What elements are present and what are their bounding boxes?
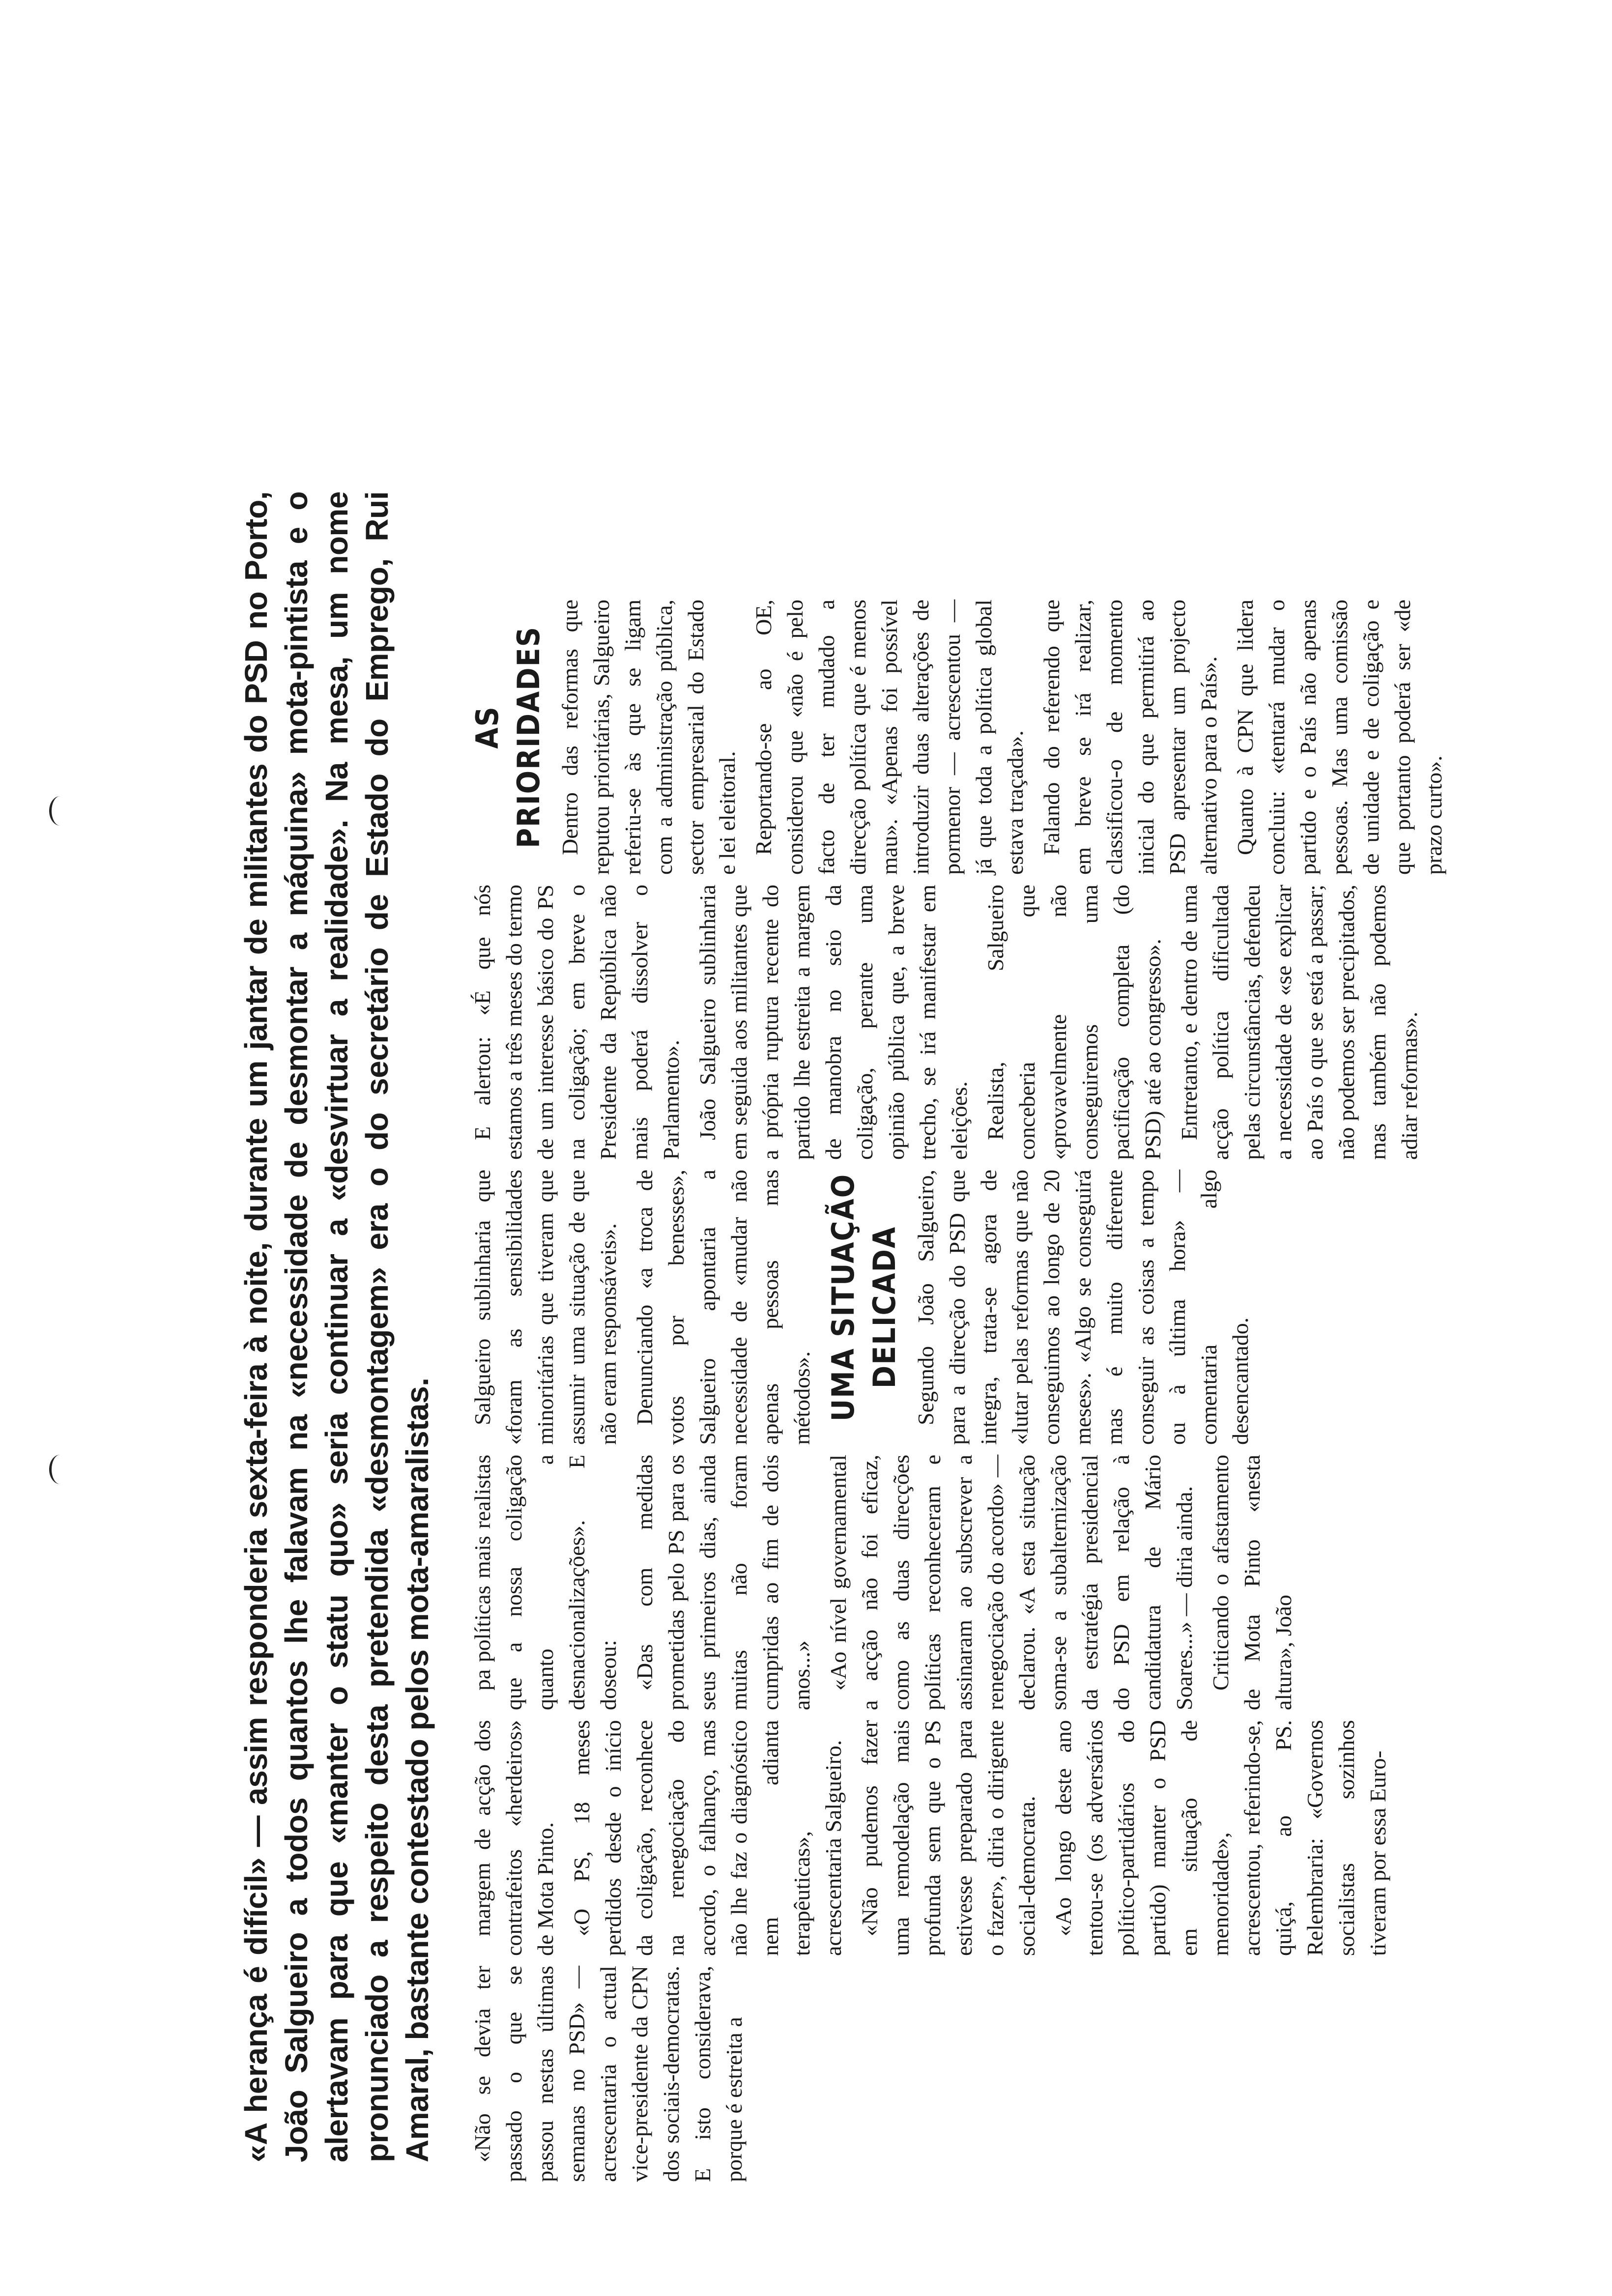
paragraph: margem de acção dos contrafeitos «herdeiros» de Mota Pinto. [470,1720,558,1956]
paragraph: Criticando o afastamento de Mota Pinto «nesta altura», João [1208,1455,1296,1710]
paragraph: «O PS, 18 meses perdidos desde o início da coligação, reconhece na renegociação do acordo, o falhanço, mas não lhe faz o diagnóstico nem adianta terapêuticas», acrescentaria Salgueiro. [569,1720,846,1956]
paragraph: Denunciando «a troca de votos por benesses», Salgueiro apontaria a necessidade de «mudar não apenas pessoas mas métodos». [632,1170,814,1445]
paragraph: E alertou: «É que nós estamos a três meses do termo de um interesse básico do PS na coligação; em breve o Presidente da República não mais poderá dissolver o Parlamento». [470,885,684,1160]
column-6 [467,600,1455,875]
paragraph: «Não pudemos fazer uma remodelação mais profunda sem que o PS estivesse preparado para o fazer», diria o dirigente social-democrata. [857,1720,1039,1956]
paragraph: «Ao nível governamental a acção não foi eficaz, como as duas direcções políticas reconheceram e assinaram ao subscrever a renegociação do acordo» — declarou. «A esta situação soma-se a subalternização da estratégia presidencial do PSD em relação à candidatura de Mário Soares...» — diria ainda. [826,1455,1197,1710]
rotated-article [236,138,1543,2182]
paragraph: João Salgueiro sublinharia em seguida aos militantes que a própria ruptura recente do partido lhe estreita a margem de manobra no seio da coligação, perante uma opinião pública que, a breve trecho, se irá manifestar em eleições. [695,885,972,1160]
paragraph: Dentro das reformas que reputou prioritárias, Salgueiro referiu-se às que se ligam com a administração pública, sector empresarial do Estado e lei eleitoral. [557,600,740,875]
column-2 [467,1720,1399,1956]
binding-hole-mark [49,1455,71,1484]
paragraph: Realista, Salgueiro conceberia que «provavelmente não conseguiremos uma pacificação completa (do PSD) até ao congresso». [983,885,1165,1160]
paragraph: Quanto à CPN que lidera concluiu: «tentará mudar o partido e o País não apenas pessoas. Mas uma comissão de unidade e de coligação e que portanto poderá ser «de prazo curto». [1233,600,1446,875]
column-3 [467,1455,1304,1710]
column-5 [467,885,1430,1160]
subheading: AS PRIORIDADES [469,626,547,848]
paragraph: Entretanto, e dentro de uma acção política dificultada pelas circunstâncias, defendeu a necessidade de «se explicar ao País o que se está a passar; não podemos ser precipitados, mas também não podemos adiar reformas». [1177,885,1422,1160]
article-columns [467,138,1543,2182]
paragraph: pa políticas mais realistas que a nossa coligação quanto a desnacionalizações». E doseou: [470,1455,621,1710]
column-1 [467,1966,755,2182]
paragraph: Segundo João Salgueiro, para a direcção do PSD que integra, trata-se agora de «lutar pelas reformas que não conseguimos ao longo de 20 meses». «Algo se conseguirá mas é muito diferente conseguir as coisas a tempo ou à última hora» — comentaria algo desencantado. [913,1170,1253,1445]
paragraph: «Não se devia ter passado o que se passou nestas últimas semanas no PSD» — acrescentaria o actual vice-presidente da CPN dos sociais-democratas. E isto considerava, porque é estreita a [470,1966,747,2182]
paragraph: Salgueiro sublinharia que «foram as sensibilidades minoritárias que tiveram que assumir uma situação de que não eram responsáveis». [470,1170,621,1445]
column-4 [467,1170,1261,1445]
paragraph: «Ao longo deste ano tentou-se (os adversários político-partidários do partido) manter o PSD em situação de menoridade», acrescentou, referindo-se, quiçá, ao PS. Relembraria: «Governos socialistas sozinhos tiveram por essa Euro- [1051,1720,1390,1956]
paragraph: Falando do referendo que em breve se irá realizar, classificou-o de momento inicial do que permitirá ao PSD apresentar um projecto alternativo para o País». [1039,600,1221,875]
paragraph: Reportando-se ao OE, considerou que «não é pelo facto de ter mudado a direcção política que é menos mau». «Apenas foi possível introduzir duas alterações de pormenor — acrescentou — já que toda a política global estava traçada». [751,600,1028,875]
subheading: UMA SITUAÇÃO DELICADA [825,1173,902,1422]
binding-hole-mark [49,796,71,826]
paragraph: «Das com medidas prometidas pelo PS para os seus primeiros dias, ainda muitas não foram cumpridas ao fim de dois anos...» [632,1455,814,1710]
article-lead: «A herança é difícil» — assim responderia sexta-feira à noite, durante um jantar de militantes do PSD no Porto, João Salgueiro a todos quantos lhe falavam na «necessidade de desmontar a máquina» mota-pintista e o alertavam para que «manter o statu quo» seria continuar a «desvirtuar a realidade». Na mesa, um nome pronunciado a respeito desta pretendida «desmontagem» era o do secretário de Estado do Emprego, Rui Amaral, bastante contestado pelos mota-amaralistas. [238,491,435,2162]
